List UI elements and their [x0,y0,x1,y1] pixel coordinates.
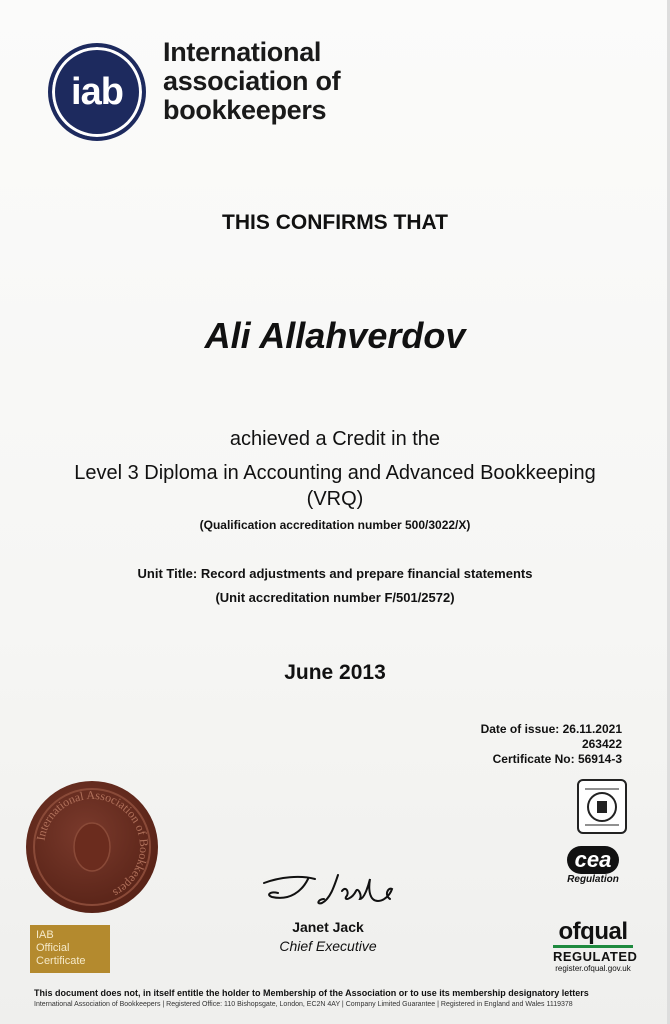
confirms-heading: THIS CONFIRMS THAT [222,211,448,234]
qualification-accreditation: (Qualification accreditation number 500/3022/X) [199,518,471,532]
issue-details [481,722,622,767]
org-name-line3: bookkeepers [163,95,327,125]
ofqual-word: ofqual [558,918,628,945]
cea-badge [557,846,629,885]
footer-disclaimer: This document does not, in itself entitle the holder to Membership of the Association or to use its membership designatory letters [34,988,589,998]
iab-official-certificate-badge [30,925,110,973]
signatory-role: Chief Executive [279,938,377,954]
org-name-line2: association of [163,66,341,96]
date-of-issue: Date of issue: 26.11.2021 [480,722,622,736]
cea-mark: cea [567,846,620,874]
recipient-name: Ali Allahverdov [204,315,466,356]
iab-badge-line3: Certificate [36,955,86,967]
ofqual-regulated: REGULATED [553,949,638,964]
ofqual-badge [553,918,638,973]
achievement-text: achieved a Credit in the [229,428,441,450]
footer-legal: International Association of Bookkeepers | Registered Office: 110 Bishopsgate, London, EC2N 4AY | Company Limited Guarantee | Registered in England and Wales 1119378 [34,1001,573,1008]
iab-badge-line1: IAB [36,929,54,941]
award-date: June 2013 [284,661,386,684]
accreditation-stamp-icon [579,781,625,832]
org-name-line1: International [163,37,322,67]
qualification-line1: Level 3 Diploma in Accounting and Advanced Bookkeeping [74,462,596,484]
signatory-name: Janet Jack [292,919,364,935]
reference-number: 263422 [581,737,622,751]
iab-logo-text: iab [71,70,123,113]
qualification-title [0,460,670,512]
handwritten-signature [260,865,410,915]
iab-badge-line2: Official [36,942,70,954]
certificate-number: Certificate No: 56914-3 [492,752,622,766]
accreditation-stamp [577,779,627,834]
unit-accreditation: (Unit accreditation number F/501/2572) [215,590,455,605]
cea-label: Regulation [567,874,619,885]
seal-graphic [26,781,158,913]
organization-name [163,38,340,125]
ofqual-url: register.ofqual.gov.uk [555,964,631,973]
iab-logo [48,43,146,141]
ofqual-bar [553,945,633,948]
qualification-line2: (VRQ) [306,488,364,510]
seal-text: International Association of Bookkeepers [33,787,152,901]
unit-title: Unit Title: Record adjustments and prepare financial statements [137,566,533,581]
embossed-seal [26,781,158,913]
